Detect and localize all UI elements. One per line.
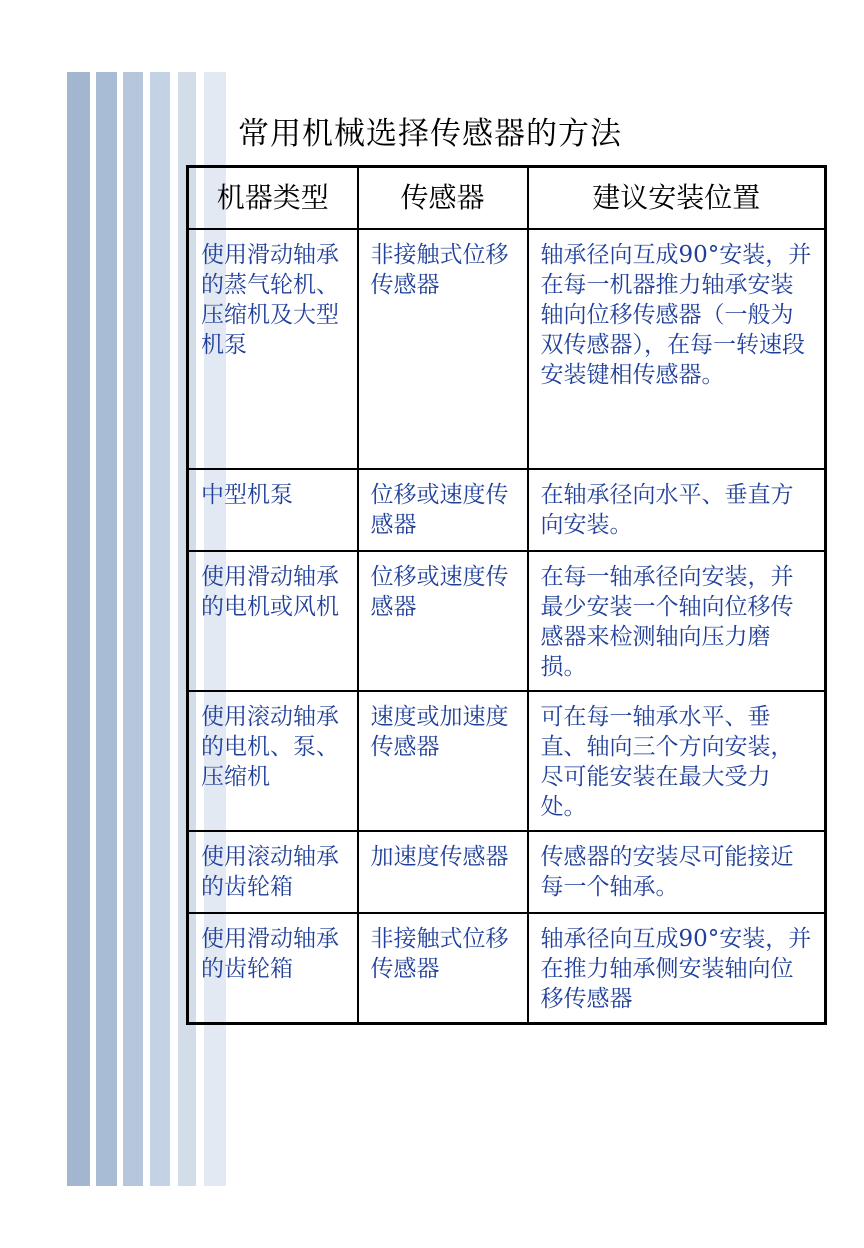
cell-machine-type: 使用滚动轴承的齿轮箱 — [188, 831, 358, 913]
cell-sensor: 非接触式位移传感器 — [358, 913, 528, 1024]
cell-sensor: 位移或速度传感器 — [358, 551, 528, 691]
cell-install-position: 在每一轴承径向安装，并最少安装一个轴向位移传感器来检测轴向压力磨损。 — [528, 551, 826, 691]
cell-machine-type: 使用滑动轴承的电机或风机 — [188, 551, 358, 691]
cell-machine-type: 使用滚动轴承的电机、泵、压缩机 — [188, 691, 358, 831]
table-row — [188, 551, 826, 691]
cell-install-position: 可在每一轴承水平、垂直、轴向三个方向安装，尽可能安装在最大受力处。 — [528, 691, 826, 831]
cell-install-position: 轴承径向互成90°安装，并在每一机器推力轴承安装轴向位移传感器（一般为双传感器），在每一转速段安装键相传感器。 — [528, 229, 826, 469]
cell-install-position: 在轴承径向水平、垂直方向安装。 — [528, 469, 826, 551]
header-machine-type: 机器类型 — [188, 167, 358, 230]
decor-stripe — [150, 72, 170, 1186]
cell-machine-type: 使用滑动轴承的齿轮箱 — [188, 913, 358, 1024]
table-header-row — [188, 167, 826, 230]
cell-sensor: 加速度传感器 — [358, 831, 528, 913]
decor-stripe — [123, 72, 143, 1186]
table-row — [188, 913, 826, 1024]
table-row — [188, 691, 826, 831]
decor-stripe — [96, 72, 117, 1186]
cell-sensor: 速度或加速度传感器 — [358, 691, 528, 831]
sensor-selection-table — [186, 165, 827, 1025]
table-row — [188, 469, 826, 551]
header-sensor: 传感器 — [358, 167, 528, 230]
cell-machine-type: 使用滑动轴承的蒸气轮机、压缩机及大型机泵 — [188, 229, 358, 469]
cell-machine-type: 中型机泵 — [188, 469, 358, 551]
page-title: 常用机械选择传感器的方法 — [238, 116, 622, 152]
table-row — [188, 831, 826, 913]
cell-sensor: 位移或速度传感器 — [358, 469, 528, 551]
header-install-position: 建议安装位置 — [528, 167, 826, 230]
cell-install-position: 轴承径向互成90°安装，并在推力轴承侧安装轴向位移传感器 — [528, 913, 826, 1024]
table-row — [188, 229, 826, 469]
cell-install-position: 传感器的安装尽可能接近每一个轴承。 — [528, 831, 826, 913]
cell-sensor: 非接触式位移传感器 — [358, 229, 528, 469]
decor-stripe — [67, 72, 90, 1186]
